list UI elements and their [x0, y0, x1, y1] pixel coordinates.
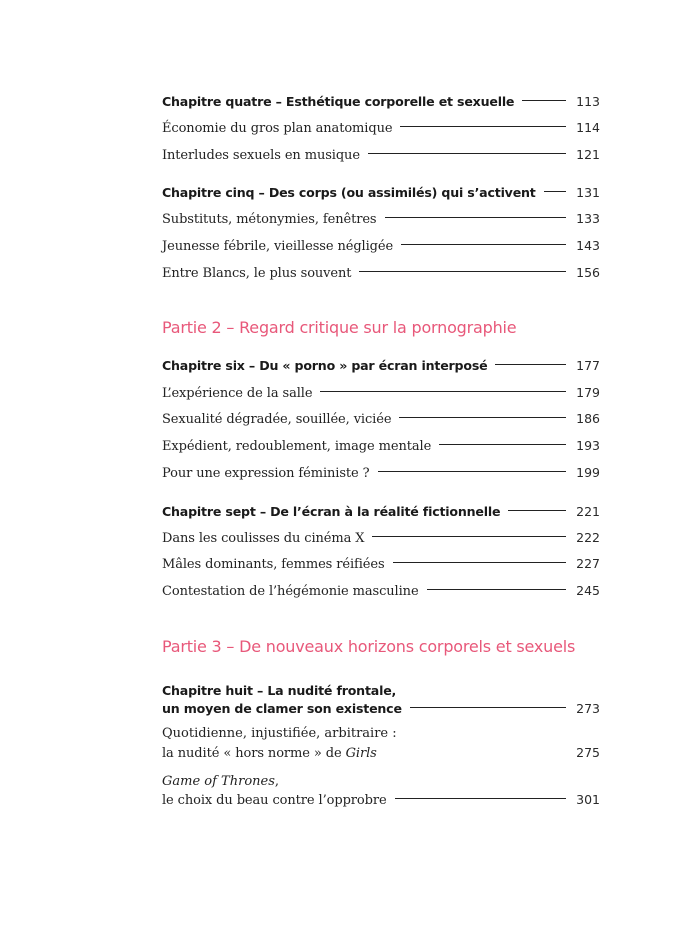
- dot-leader: [401, 244, 566, 245]
- entry-title-line-1: Game of Thrones,: [162, 774, 280, 789]
- toc-entry-section[interactable]: [162, 411, 600, 435]
- dot-leader: [544, 191, 566, 192]
- page-number: 133: [576, 211, 600, 226]
- entry-title: Expédient, redoublement, image mentale: [162, 439, 432, 454]
- entry-title: L’expérience de la salle: [162, 386, 313, 401]
- page-number: 156: [576, 265, 600, 280]
- page-number: 114: [576, 120, 600, 135]
- entry-title-line-1: Quotidienne, injustifiée, arbitraire :: [162, 726, 397, 741]
- entry-title: Substituts, métonymies, fenêtres: [162, 212, 377, 227]
- series-title: Game of Thrones: [162, 774, 275, 789]
- page-number: 221: [576, 504, 600, 519]
- page-number: 113: [576, 94, 600, 109]
- dot-leader: [522, 100, 566, 101]
- toc-entry-section[interactable]: [162, 556, 600, 580]
- page-number: 222: [576, 530, 600, 545]
- entry-title: Chapitre sept – De l’écran à la réalité fictionnelle: [162, 504, 501, 519]
- dot-leader: [393, 562, 566, 563]
- page-number: 131: [576, 185, 600, 200]
- toc-entry-chapter-4[interactable]: [162, 94, 600, 118]
- entry-title: Pour une expression féministe ?: [162, 466, 370, 481]
- entry-title: Économie du gros plan anatomique: [162, 121, 393, 136]
- toc-entry-section[interactable]: [162, 211, 600, 235]
- toc-entry-chapter-7[interactable]: [162, 504, 600, 528]
- page-number: 193: [576, 438, 600, 453]
- dot-leader: [508, 510, 566, 511]
- page-number: 179: [576, 385, 600, 400]
- dot-leader: [399, 417, 566, 418]
- dot-leader: [378, 471, 566, 472]
- entry-title: Chapitre six – Du « porno » par écran interposé: [162, 358, 488, 373]
- toc-entry-section[interactable]: [162, 385, 600, 409]
- page-number: 121: [576, 147, 600, 162]
- entry-title-line-2: le choix du beau contre l’opprobre: [162, 793, 387, 808]
- entry-title-line-1: Chapitre huit – La nudité frontale,: [162, 683, 397, 698]
- toc-entry-section[interactable]: [162, 583, 600, 607]
- entry-title: Jeunesse fébrile, vieillesse négligée: [162, 239, 394, 254]
- dot-leader: [439, 444, 566, 445]
- entry-title: Chapitre cinq – Des corps (ou assimilés) qui s’activent: [162, 185, 536, 200]
- toc-entry-section[interactable]: [162, 438, 600, 462]
- page-number: 273: [576, 701, 600, 716]
- dot-leader: [368, 153, 566, 154]
- part-2-heading: Partie 2 – Regard critique sur la pornographie: [162, 318, 517, 337]
- page-number: 227: [576, 556, 600, 571]
- entry-title: Mâles dominants, femmes réifiées: [162, 557, 385, 572]
- page-number: 275: [576, 745, 600, 760]
- dot-leader: [495, 364, 566, 365]
- entry-title: Sexualité dégradée, souillée, viciée: [162, 412, 392, 427]
- toc-entry-section[interactable]: [162, 265, 600, 289]
- toc-entry-section[interactable]: [162, 238, 600, 262]
- part-3-heading: Partie 3 – De nouveaux horizons corporels et sexuels: [162, 637, 576, 656]
- page-number: 143: [576, 238, 600, 253]
- entry-title: Dans les coulisses du cinéma X: [162, 531, 365, 546]
- toc-entry-chapter-5[interactable]: [162, 185, 600, 209]
- dot-leader: [410, 707, 566, 708]
- toc-entry-section[interactable]: [162, 530, 600, 554]
- page-number: 301: [576, 792, 600, 807]
- toc-entry-section[interactable]: [162, 465, 600, 489]
- entry-title-line-2: un moyen de clamer son existence: [162, 701, 402, 716]
- dot-leader: [395, 798, 566, 799]
- entry-title: Contestation de l’hégémonie masculine: [162, 584, 419, 599]
- dot-leader: [359, 271, 566, 272]
- toc-entry-section[interactable]: [162, 120, 600, 144]
- page-number: 199: [576, 465, 600, 480]
- entry-title: Entre Blancs, le plus souvent: [162, 266, 352, 281]
- dot-leader: [427, 589, 566, 590]
- entry-title: Interludes sexuels en musique: [162, 148, 360, 163]
- entry-title: Chapitre quatre – Esthétique corporelle et sexuelle: [162, 94, 515, 109]
- dot-leader: [400, 126, 566, 127]
- page-number: 245: [576, 583, 600, 598]
- series-title: Girls: [345, 746, 377, 761]
- page-number: 177: [576, 358, 600, 373]
- toc-entry-chapter-6[interactable]: [162, 358, 600, 382]
- page-number: 186: [576, 411, 600, 426]
- toc-entry-section[interactable]: [162, 147, 600, 171]
- entry-title-line-2: la nudité « hors norme » de Girls: [162, 746, 377, 761]
- dot-leader: [385, 217, 567, 218]
- dot-leader: [372, 536, 566, 537]
- dot-leader: [320, 391, 566, 392]
